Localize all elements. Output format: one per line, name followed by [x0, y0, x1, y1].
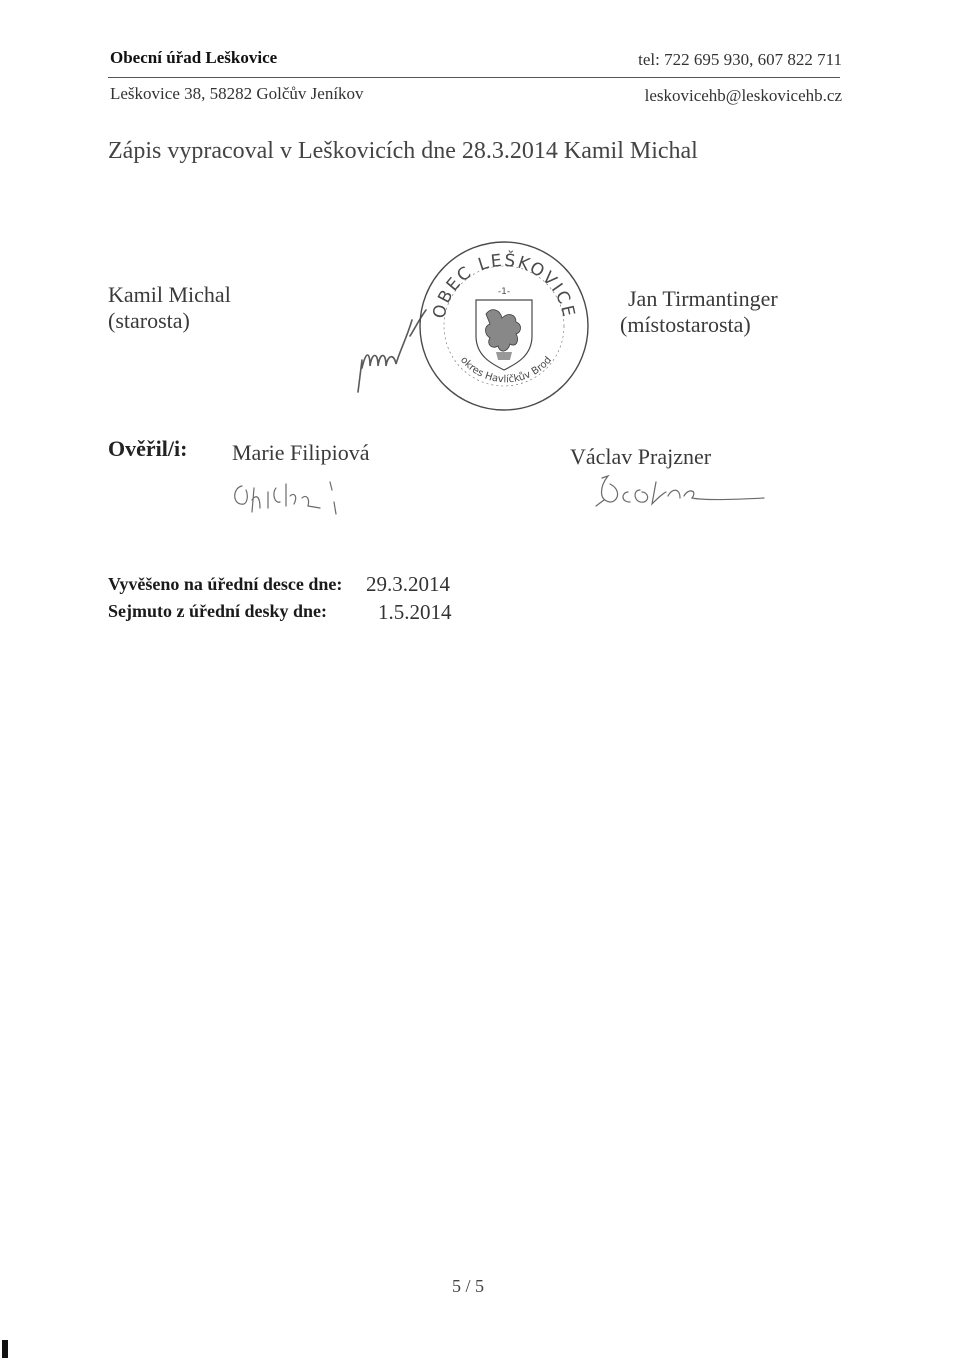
mayor-role: (starosta): [108, 308, 190, 333]
verifier-1-name: Marie Filipiová: [232, 440, 370, 465]
scan-artifact: [2, 1340, 8, 1358]
posted-date: 29.3.2014: [366, 572, 450, 596]
minutes-written-by: Zápis vypracoval v Leškovicích dne 28.3.2014 Kamil Michal: [108, 138, 698, 164]
svg-text:okres Havlíčkův Brod: okres Havlíčkův Brod: [457, 354, 555, 386]
verified-by-label: Ověřil/i:: [108, 436, 188, 461]
page-number: 5 / 5: [452, 1276, 485, 1296]
mayor-name: Kamil Michal: [108, 282, 231, 307]
deputy-mayor-role: (místostarosta): [620, 312, 751, 337]
posted-label: Vyvěšeno na úřední desce dne:: [108, 574, 343, 594]
svg-text:-1-: -1-: [497, 287, 511, 297]
office-address: Leškovice 38, 58282 Golčův Jeníkov: [110, 84, 364, 103]
office-email: leskovicehb@leskovicehb.cz: [644, 86, 842, 105]
municipal-stamp: [418, 240, 590, 412]
verifier-2-name: Václav Prajzner: [570, 444, 712, 469]
office-phone: tel: 722 695 930, 607 822 711: [638, 50, 842, 69]
office-name: Obecní úřad Leškovice: [110, 48, 278, 67]
deputy-mayor-name: Jan Tirmantinger: [628, 286, 778, 311]
verifier-2-signature: [588, 470, 778, 520]
svg-text:OBEC LEŠKOVICE: OBEC LEŠKOVICE: [429, 250, 579, 321]
header-divider: [108, 77, 840, 78]
removed-label: Sejmuto z úřední desky dne:: [108, 601, 328, 621]
removed-date: 1.5.2014: [378, 600, 452, 624]
verifier-1-signature: [228, 478, 348, 528]
